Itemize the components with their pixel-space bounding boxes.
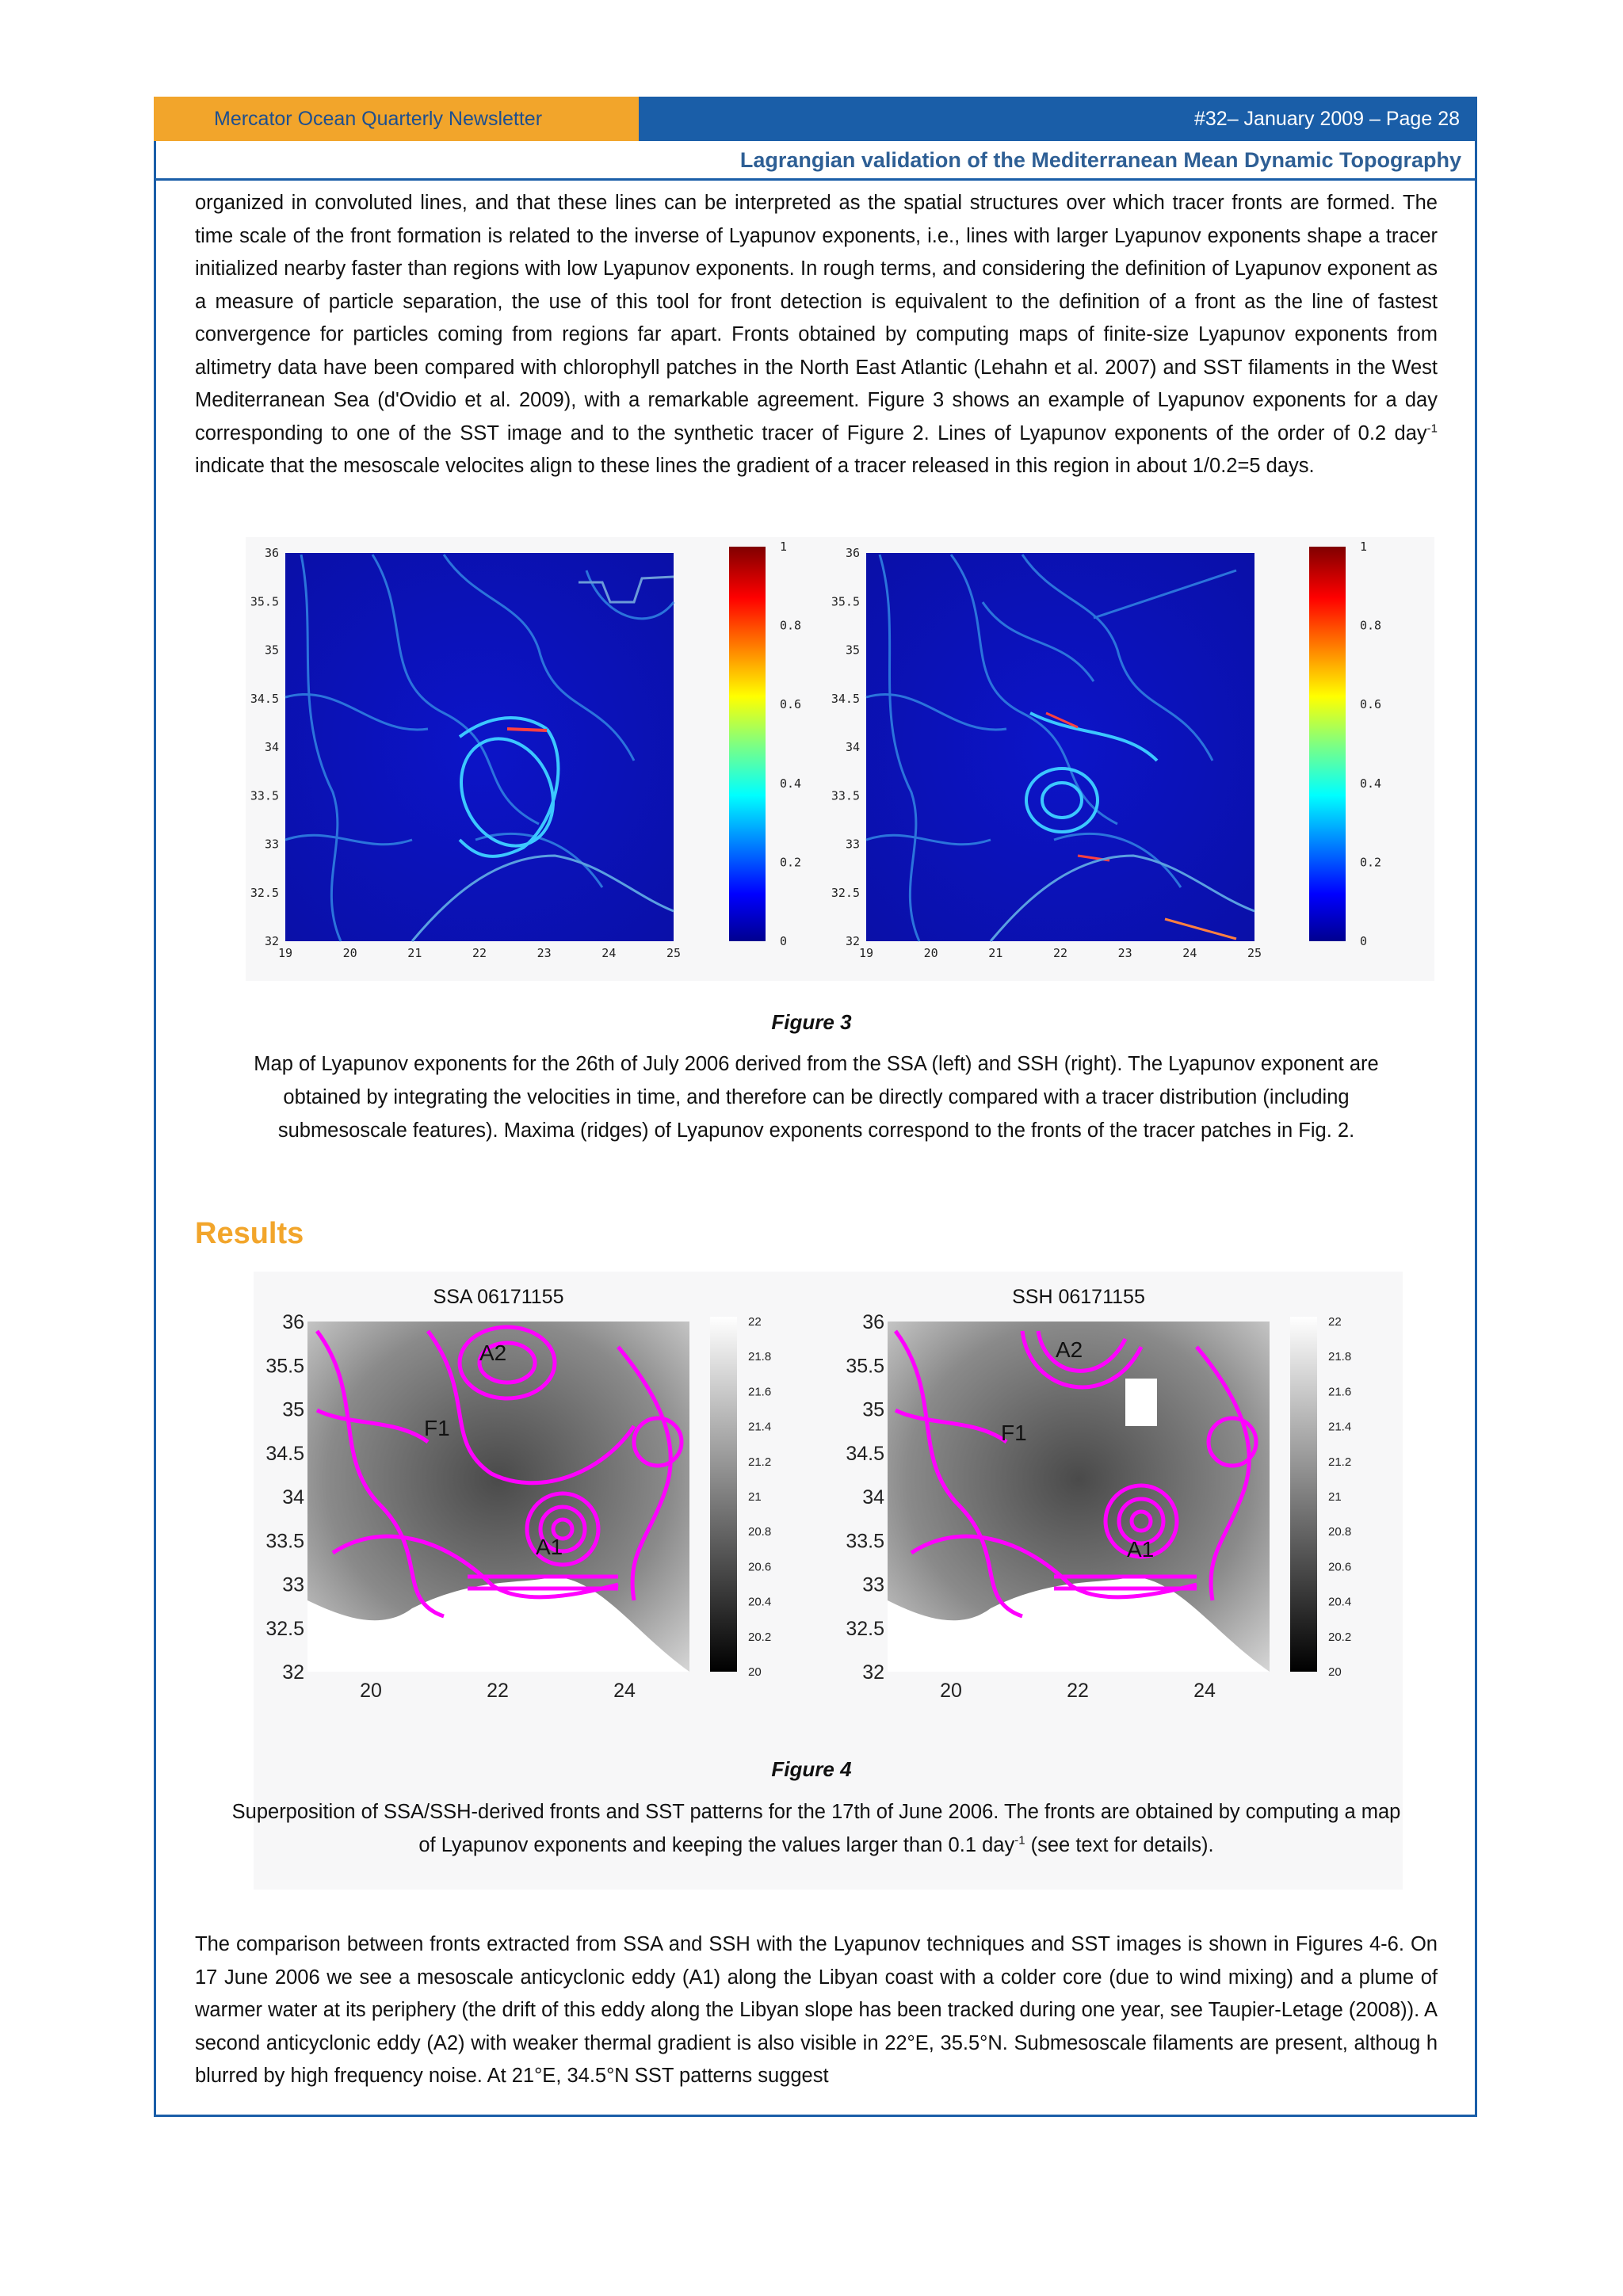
fig4-right-title: SSH 06171155 (1012, 1286, 1145, 1308)
fig3-colorbar-tick: 0.2 (780, 855, 802, 870)
label-a1-right: A1 (1127, 1537, 1155, 1562)
fig3-y-tick: 32 (264, 934, 279, 948)
fig3-colorbar-tick: 0.4 (780, 776, 802, 791)
fig3-y-tick: 34 (845, 740, 860, 754)
fig4-colorbar-left (710, 1317, 737, 1672)
fig4-y-tick: 33 (282, 1573, 304, 1596)
fig3-x-tick: 24 (601, 946, 617, 960)
figure4-caption: Superposition of SSA/SSH-derived fronts and SST patterns for the 17th of June 2006. The fronts are obtained by computing a map of Lyapunov exponents and keeping the values larger than 0.1 day$^{-1}$ (see text for details). (231, 1801, 1401, 1856)
fig4-colorbar-right (1290, 1317, 1317, 1672)
fig3-y-tick: 35.5 (831, 594, 860, 609)
fig4-y-tick: 35 (862, 1398, 884, 1421)
fig3-y-tick: 36 (845, 546, 860, 560)
fig4-y-tick: 35.5 (846, 1355, 884, 1378)
fig4-colorbar-tick: 20.4 (748, 1595, 772, 1609)
fig4-x-tick: 22 (1067, 1680, 1089, 1702)
fig3-y-tick: 36 (264, 546, 279, 560)
label-f1-left: F1 (424, 1416, 450, 1440)
fig4-colorbar-tick: 21.2 (1328, 1455, 1352, 1469)
fig4-colorbar-tick: 20.6 (748, 1560, 772, 1574)
fig4-colorbar-tick: 21.2 (748, 1455, 772, 1469)
fig4-colorbar-tick: 21.4 (748, 1420, 772, 1434)
label-f1-right: F1 (1001, 1421, 1027, 1445)
fig3-x-tick: 23 (1117, 946, 1132, 960)
figure3-caption: Map of Lyapunov exponents for the 26th of July 2006 derived from the SSA (left) and SSH (right). The Lyapunov exponent are obtained by integrating the velocities in time, and therefore can be directly compared with a tracer distribution (including submesoscale features). Maxima (ridges) of Lyapunov exponents correspond to the fronts of the tracer patches in Fig. 2. (254, 1053, 1379, 1142)
fig4-x-tick: 24 (613, 1680, 636, 1702)
fig4-colorbar-tick: 21.6 (1328, 1385, 1352, 1399)
fig4-y-tick: 36 (282, 1311, 304, 1333)
fig3-y-tick: 32 (845, 934, 860, 948)
figure4-title: Figure 4 (771, 1757, 852, 1781)
fig3-x-tick: 21 (407, 946, 422, 960)
fig3-x-tick: 20 (923, 946, 938, 960)
article-title: Lagrangian validation of the Mediterranean Mean Dynamic Topography (154, 141, 1477, 181)
newsletter-name: Mercator Ocean Quarterly Newsletter (154, 97, 639, 141)
issue-page: #32– January 2009 – Page 28 (639, 97, 1477, 141)
fig4-colorbar-tick: 20.4 (1328, 1595, 1352, 1609)
fig4-colorbar-tick: 20 (748, 1665, 762, 1679)
fig3-x-tick: 24 (1182, 946, 1197, 960)
fig3-y-tick: 33.5 (831, 788, 860, 803)
fig4-y-tick: 33.5 (265, 1530, 304, 1553)
fig3-colorbar-tick: 0 (1360, 934, 1368, 948)
fig3-y-tick: 32.5 (250, 885, 279, 900)
fig3-x-tick: 25 (666, 946, 682, 960)
fig3-y-tick: 33 (264, 837, 279, 852)
fig3-colorbar-tick: 0.4 (1360, 776, 1382, 791)
fig3-x-tick: 22 (472, 946, 487, 960)
label-a2-left: A2 (479, 1341, 507, 1365)
fig3-colorbar-tick: 0.6 (780, 697, 802, 712)
fig4-colorbar-tick: 22 (1328, 1315, 1342, 1329)
results-paragraph: The comparison between fronts extracted from SSA and SSH with the Lyapunov techniques and SST images is shown in Figures 4-6. On 17 June 2006 we see a mesoscale anticyclonic eddy (A1) along the Libyan coast with a colder core (due to wind mixing) and a plume of warmer water at its periphery (the drift of this eddy along the Libyan slope has been tracked during one year, see Taupier-Letage (2008)). A second anticyclonic eddy (A2) with weaker thermal gradient is also visible in 22°E, 35.5°N. Submesoscale filaments are present, althoug h blurred by high frequency noise. At 21°E, 34.5°N SST patterns suggest (195, 1933, 1438, 2087)
fig4-left-map (307, 1322, 689, 1672)
fig4-colorbar-tick: 21.4 (1328, 1420, 1352, 1434)
fig4-colorbar-tick: 20.2 (1328, 1630, 1352, 1644)
fig3-x-tick: 19 (277, 946, 293, 960)
fig3-x-tick: 22 (1052, 946, 1068, 960)
fig4-colorbar-tick: 20.6 (1328, 1560, 1352, 1574)
fig4-y-tick: 32 (862, 1661, 884, 1684)
fig4-y-tick: 34.5 (265, 1442, 304, 1465)
fig4-y-tick: 34.5 (846, 1442, 884, 1465)
label-a1-left: A1 (536, 1535, 563, 1559)
figure3-title: Figure 3 (771, 1010, 852, 1034)
label-a2-right: A2 (1056, 1337, 1083, 1362)
fig4-x-tick: 20 (360, 1680, 382, 1702)
fig3-y-tick: 32.5 (831, 885, 860, 900)
fig3-y-tick: 35 (845, 643, 860, 658)
fig3-y-tick: 34 (264, 740, 279, 754)
fig3-y-tick: 35 (264, 643, 279, 658)
fig3-colorbar-tick: 1 (780, 540, 788, 554)
fig4-colorbar-tick: 21 (748, 1490, 762, 1504)
fig3-colorbar-tick: 0.8 (780, 618, 802, 633)
fig4-y-tick: 32.5 (265, 1617, 304, 1640)
intro-paragraph: organized in convoluted lines, and that these lines can be interpreted as the spatial structures over which tracer fronts are formed. The time scale of the front formation is related to the inverse of Lyapunov exponents, i.e., lines with larger Lyapunov exponents shape a tracer initialized nearby faster than regions with low Lyapunov exponents. In rough terms, and considering the definition of Lyapunov exponent as a measure of particle separation, the use of this tool for front detection is equivalent to the definition of a front as the line of fastest convergence for particles coming from regions far apart. Fronts obtained by computing maps of finite-size Lyapunov exponents from altimetry data have been compared with chlorophyll patches in the North East Atlantic (Lehahn et al. 2007) and SST filaments in the West Mediterranean Sea (d'Ovidio et al. 2009), with a remarkable agreement. Figure 3 shows an example of Lyapunov exponents for a day corresponding to one of the SST image and to the synthetic tracer of Figure 2. Lines of Lyapunov exponents of the order of 0.2 day$^{-1}$ indicate that the mesoscale velocites align to these lines the gradient of a tracer released in this region in about 1/0.2=5 days. (195, 192, 1438, 477)
fig3-colorbar-tick: 0.2 (1360, 855, 1382, 870)
fig4-colorbar-tick: 20.2 (748, 1630, 772, 1644)
fig4-colorbar-tick: 21.8 (1328, 1350, 1352, 1364)
fig4-colorbar-tick: 21 (1328, 1490, 1342, 1504)
fig4-colorbar-tick: 20.8 (1328, 1525, 1352, 1539)
fig3-x-tick: 19 (858, 946, 874, 960)
results-heading: Results (195, 1217, 304, 1250)
fig4-colorbar-tick: 20 (1328, 1665, 1342, 1679)
fig4-y-tick: 35.5 (265, 1355, 304, 1378)
fig3-y-tick: 34.5 (831, 691, 860, 706)
fig4-right-map (888, 1322, 1270, 1672)
fig3-x-tick: 23 (537, 946, 552, 960)
fig3-x-tick: 25 (1247, 946, 1262, 960)
fig4-colorbar-tick: 22 (748, 1315, 762, 1329)
fig3-x-tick: 21 (988, 946, 1003, 960)
fig4-colorbar-tick: 21.8 (748, 1350, 772, 1364)
fig3-colorbar-tick: 0 (780, 934, 788, 948)
fig4-y-tick: 36 (862, 1311, 884, 1333)
fig4-y-tick: 32.5 (846, 1617, 884, 1640)
fig3-colorbar-tick: 0.6 (1360, 697, 1382, 712)
fig4-y-tick: 32 (282, 1661, 304, 1684)
fig4-left-title: SSA 06171155 (433, 1286, 564, 1308)
fig4-y-tick: 33.5 (846, 1530, 884, 1553)
fig3-y-tick: 34.5 (250, 691, 279, 706)
fig4-y-tick: 34 (862, 1486, 884, 1508)
fig4-y-tick: 34 (282, 1486, 304, 1508)
fig3-colorbar-tick: 0.8 (1360, 618, 1382, 633)
fig4-x-tick: 24 (1193, 1680, 1216, 1702)
fig3-y-tick: 33.5 (250, 788, 279, 803)
fig3-y-tick: 35.5 (250, 594, 279, 609)
fig3-colorbar-tick: 1 (1360, 540, 1368, 554)
fig4-x-tick: 22 (487, 1680, 509, 1702)
fig4-colorbar-tick: 21.6 (748, 1385, 772, 1399)
fig4-y-tick: 33 (862, 1573, 884, 1596)
fig4-x-tick: 20 (940, 1680, 962, 1702)
fig4-colorbar-tick: 20.8 (748, 1525, 772, 1539)
fig3-y-tick: 33 (845, 837, 860, 852)
fig3-x-tick: 20 (342, 946, 357, 960)
fig4-y-tick: 35 (282, 1398, 304, 1421)
